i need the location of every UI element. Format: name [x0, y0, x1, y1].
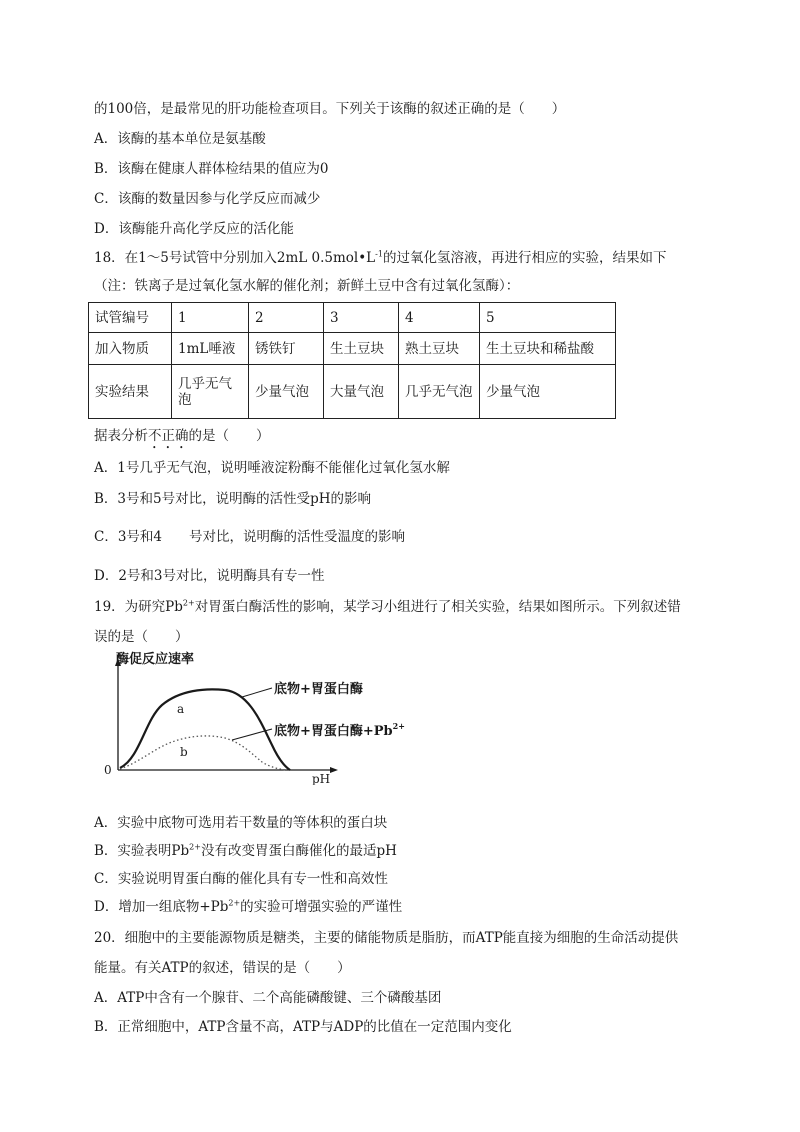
table-cell: 实验结果	[89, 365, 172, 419]
q19-option-b-sup: 2+	[189, 842, 201, 852]
q18-option-c: C．3号和4 号对比，说明酶的活性受温度的影响	[94, 529, 406, 545]
series-a-leader	[242, 688, 272, 697]
q18-ask-pre: 据表分析	[94, 428, 148, 444]
series-b-label	[274, 721, 405, 739]
q18-ask	[94, 427, 270, 452]
series-b-label-text: 底物+胃蛋白酶+Pb	[274, 724, 393, 739]
table-cell: 少量气泡	[480, 365, 616, 419]
table-cell: 锈铁钉	[249, 333, 324, 365]
table-row	[89, 365, 616, 419]
q18-note: （注：铁离子是过氧化氢水解的催化剂；新鲜土豆中含有过氧化氢酶）：	[94, 278, 520, 294]
q20-stem-line2: 能量。有关ATP的叙述，错误的是（ ）	[94, 960, 351, 976]
q19-option-d-sup: 2+	[228, 898, 241, 908]
q18-option-a: A．1号几乎无气泡，说明唾液淀粉酶不能催化过氧化氢水解	[94, 460, 450, 476]
series-a-curve	[120, 689, 290, 770]
q18-stem-b: 的过氧化氢溶液，再进行相应的实验，结果如下	[382, 250, 667, 266]
q18-option-d: D．2号和3号对比，说明酶具有专一性	[94, 568, 325, 584]
table-cell: 4	[399, 303, 480, 333]
table-cell: 加入物质	[89, 333, 172, 365]
q18-table	[88, 302, 616, 419]
table-cell: 几乎无气泡	[172, 365, 249, 419]
table-row	[89, 333, 616, 365]
series-a-label: 底物+胃蛋白酶	[274, 682, 363, 697]
q20-option-b: B．正常细胞中，ATP含量不高，ATP与ADP的比值在一定范围内变化	[94, 1019, 512, 1035]
q18-stem-sup: -1	[375, 249, 383, 259]
table-cell: 3	[324, 303, 399, 333]
q19-option-b-post: 没有改变胃蛋白酶催化的最适pH	[200, 843, 397, 859]
table-cell: 几乎无气泡	[399, 365, 480, 419]
q18-stem	[94, 249, 666, 267]
q19-option-a: A．实验中底物可选用若干数量的等体积的蛋白块	[94, 815, 388, 831]
table-cell: 5	[480, 303, 616, 333]
q17-option-a: A．该酶的基本单位是氨基酸	[94, 131, 266, 147]
series-b-label-sup: 2+	[392, 721, 405, 731]
table-cell: 生土豆块	[324, 333, 399, 365]
q19-stem	[94, 598, 681, 616]
q17-option-b: B．该酶在健康人群体检结果的值应为0	[94, 161, 329, 177]
q19-option-d-pre: D．增加一组底物+Pb	[94, 899, 229, 915]
x-axis-arrow	[330, 767, 338, 773]
series-b-marker: b	[180, 745, 188, 759]
y-axis-label: 酶促反应速率	[116, 652, 195, 667]
q19-option-c: C．实验说明胃蛋白酶的催化具有专一性和高效性	[94, 871, 388, 887]
q17-stem-tail: 的100倍，是最常见的肝功能检查项目。下列关于该酶的叙述正确的是（ ）	[94, 101, 566, 117]
table-cell: 熟土豆块	[399, 333, 480, 365]
table-cell: 2	[249, 303, 324, 333]
table-cell: 1	[172, 303, 249, 333]
origin-label: 0	[104, 763, 112, 777]
q19-stem-a: 19．为研究Pb	[94, 599, 183, 615]
q19-option-d	[94, 898, 402, 916]
q18-stem-a: 18．在1～5号试管中分别加入2mL 0.5mol•L	[94, 250, 376, 266]
q20-option-a: A．ATP中含有一个腺苷、二个高能磷酸键、三个磷酸基团	[94, 990, 442, 1006]
table-cell: 少量气泡	[249, 365, 324, 419]
q19-chart	[100, 650, 430, 785]
q20-stem-line1: 20．细胞中的主要能源物质是糖类，主要的储能物质是脂肪，而ATP能直接为细胞的生命活动提供	[94, 930, 679, 946]
q17-option-c: C．该酶的数量因参与化学反应而减少	[94, 191, 321, 207]
q19-option-b-pre: B．实验表明Pb	[94, 843, 190, 859]
q19-option-b	[94, 842, 397, 860]
table-cell: 生土豆块和稀盐酸	[480, 333, 616, 365]
q19-option-d-post: 的实验可增强实验的严谨性	[240, 899, 403, 915]
q19-stem-b: 对胃蛋白酶活性的影响，某学习小组进行了相关实验，结果如图所示。下列叙述错	[194, 599, 681, 615]
table-row	[89, 303, 616, 333]
x-axis-label: pH	[312, 772, 331, 785]
table-cell: 1mL唾液	[172, 333, 249, 365]
q19-stem-line2: 误的是（ ）	[94, 629, 189, 645]
q19-stem-sup: 2+	[182, 598, 195, 608]
q17-option-d: D．该酶能升高化学反应的活化能	[94, 221, 294, 237]
series-a-marker: a	[177, 702, 185, 716]
q18-ask-emphasis: 不正确	[148, 428, 189, 444]
table-cell: 大量气泡	[324, 365, 399, 419]
series-b-curve	[120, 736, 286, 770]
q18-option-b: B．3号和5号对比，说明酶的活性受pH的影响	[94, 491, 372, 507]
q18-ask-post: 的是（ ）	[188, 428, 270, 444]
table-cell: 试管编号	[89, 303, 172, 333]
